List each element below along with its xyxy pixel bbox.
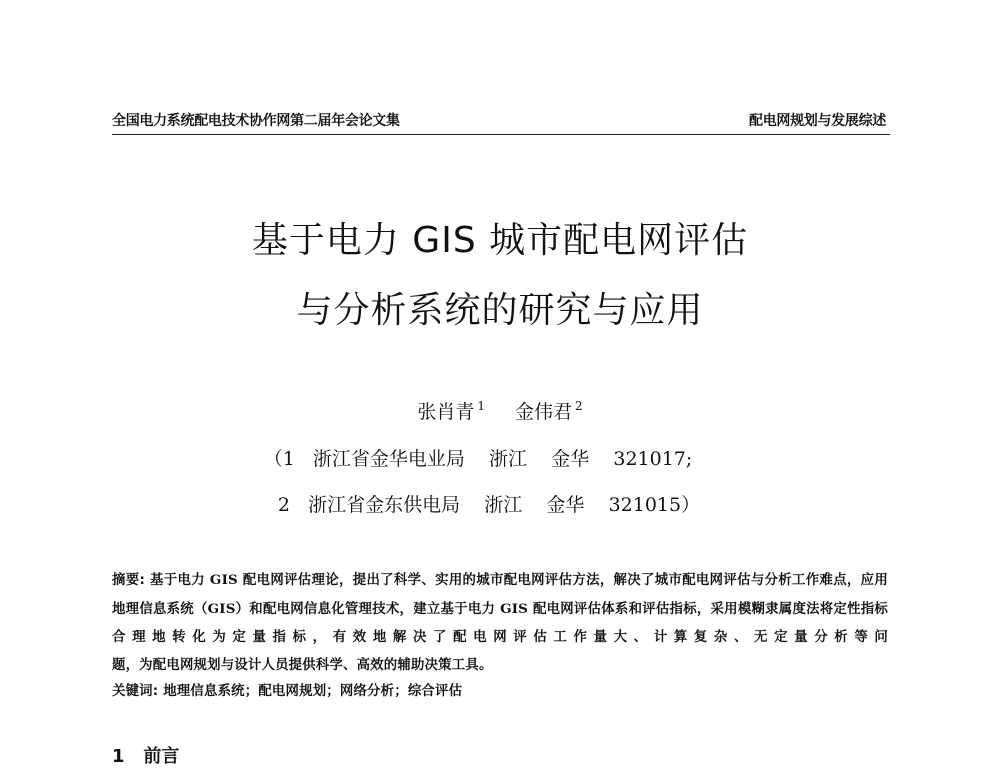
author-1 [417,397,485,424]
affiliation-2: 2 浙江省金东供电局 浙江 金华 321015） [277,494,701,516]
header-section-title: 配电网规划与发展综述 [749,113,886,129]
keywords-label: 关键词: [112,684,159,699]
section-title: 前言 [143,746,180,767]
author-2-mark: 2 [575,399,583,413]
section-number: 1 [112,746,125,767]
author-list [0,397,1000,424]
author-2-name: 金伟君 [515,401,573,423]
keywords [112,680,888,699]
affiliation-1: （1 浙江省金华电业局 浙江 金华 321017; [263,448,693,470]
abstract-text: 基于电力 GIS 配电网评估理论，提出了科学、实用的城市配电网评估方法，解决了城市配电网评估与分析工作难点，应用地理信息系统（GIS）和配电网信息化管理技术，建立基于电力 GIS 配电网评估体系和评估指标，采用模糊隶属度法将定性指标合理地转化为定量指标，有效地解决了配电网评估工作量大、计算复杂、无定量分析等问 [112,572,888,645]
abstract-label: 摘要: [112,573,146,588]
paper-title-line-2: 与分析系统的研究与应用 [296,290,704,331]
abstract [112,566,888,679]
paper-title-line-1: 基于电力 GIS 城市配电网评估 [251,220,749,261]
abstract-tail: 题，为配电网规划与设计人员提供科学、高效的辅助决策工具。 [112,657,493,673]
section-heading [112,742,179,768]
running-header [112,108,890,135]
header-proceedings-title: 全国电力系统配电技术协作网第二届年会论文集 [112,113,400,129]
author-1-name: 张肖青 [417,401,475,423]
keywords-text: 地理信息系统；配电网规划；网络分析；综合评估 [163,683,463,699]
author-1-mark: 1 [477,399,485,413]
author-2 [515,397,583,424]
